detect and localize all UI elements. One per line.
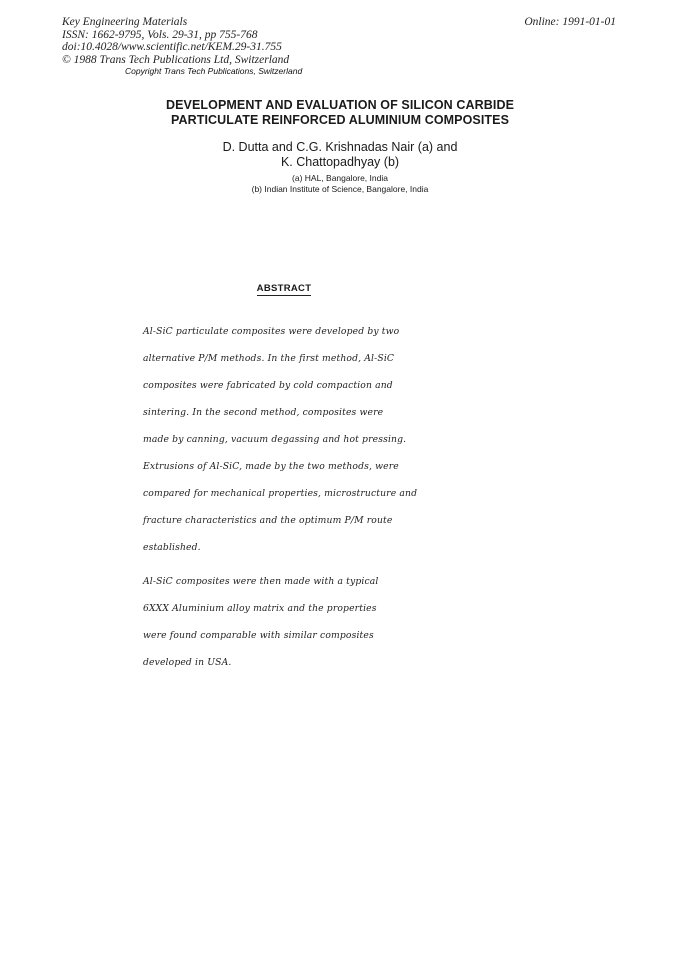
abstract-line: fracture characteristics and the optimum P/M route <box>143 515 393 526</box>
copyright-notice: Copyright Trans Tech Publications, Switzerland <box>125 66 303 76</box>
doi-line: doi:10.4028/www.scientific.net/KEM.29-31.755 <box>62 41 282 53</box>
title-line: DEVELOPMENT AND EVALUATION OF SILICON CARBIDE <box>165 98 515 112</box>
author-line: D. Dutta and C.G. Krishnadas Nair (a) and <box>222 140 458 154</box>
abstract-line: made by canning, vacuum degassing and hot pressing. <box>143 434 407 445</box>
issn-line: ISSN: 1662-9795, Vols. 29-31, pp 755-768 <box>62 28 258 41</box>
abstract-line: Extrusions of Al-SiC, made by the two methods, were <box>143 461 399 472</box>
abstract-line: compared for mechanical properties, microstructure and <box>143 488 418 499</box>
abstract-line: 6XXX Aluminium alloy matrix and the properties <box>143 603 377 614</box>
abstract-line: Al-SiC composites were then made with a typical <box>143 576 379 587</box>
abstract-line: were found comparable with similar composites <box>143 630 374 641</box>
abstract-line: Al-SiC particulate composites were developed by two <box>143 326 400 337</box>
publisher-line: © 1988 Trans Tech Publications Ltd, Switzerland <box>62 53 290 66</box>
paper-title <box>80 98 600 128</box>
abstract-line: sintering. In the second method, composites were <box>143 407 384 418</box>
affiliations <box>80 173 600 194</box>
authors <box>80 140 600 170</box>
title-line: PARTICULATE REINFORCED ALUMINIUM COMPOSITES <box>170 113 510 127</box>
abstract-line: alternative P/M methods. In the first method, Al-SiC <box>143 353 395 364</box>
abstract-line: established. <box>143 542 201 553</box>
abstract-heading <box>0 283 568 294</box>
affiliation: (b) Indian Institute of Science, Bangalore, India <box>251 183 429 194</box>
online-date: Online: 1991-01-01 <box>524 16 616 28</box>
abstract-line: composites were fabricated by cold compaction and <box>143 380 393 391</box>
journal-name: Key Engineering Materials <box>62 16 188 28</box>
abstract-heading-text: ABSTRACT <box>256 283 312 294</box>
abstract-line: developed in USA. <box>143 657 232 668</box>
journal-metadata <box>62 16 289 66</box>
affiliation: (a) HAL, Bangalore, India <box>292 173 388 183</box>
author-line: K. Chattopadhyay (b) <box>280 155 400 169</box>
